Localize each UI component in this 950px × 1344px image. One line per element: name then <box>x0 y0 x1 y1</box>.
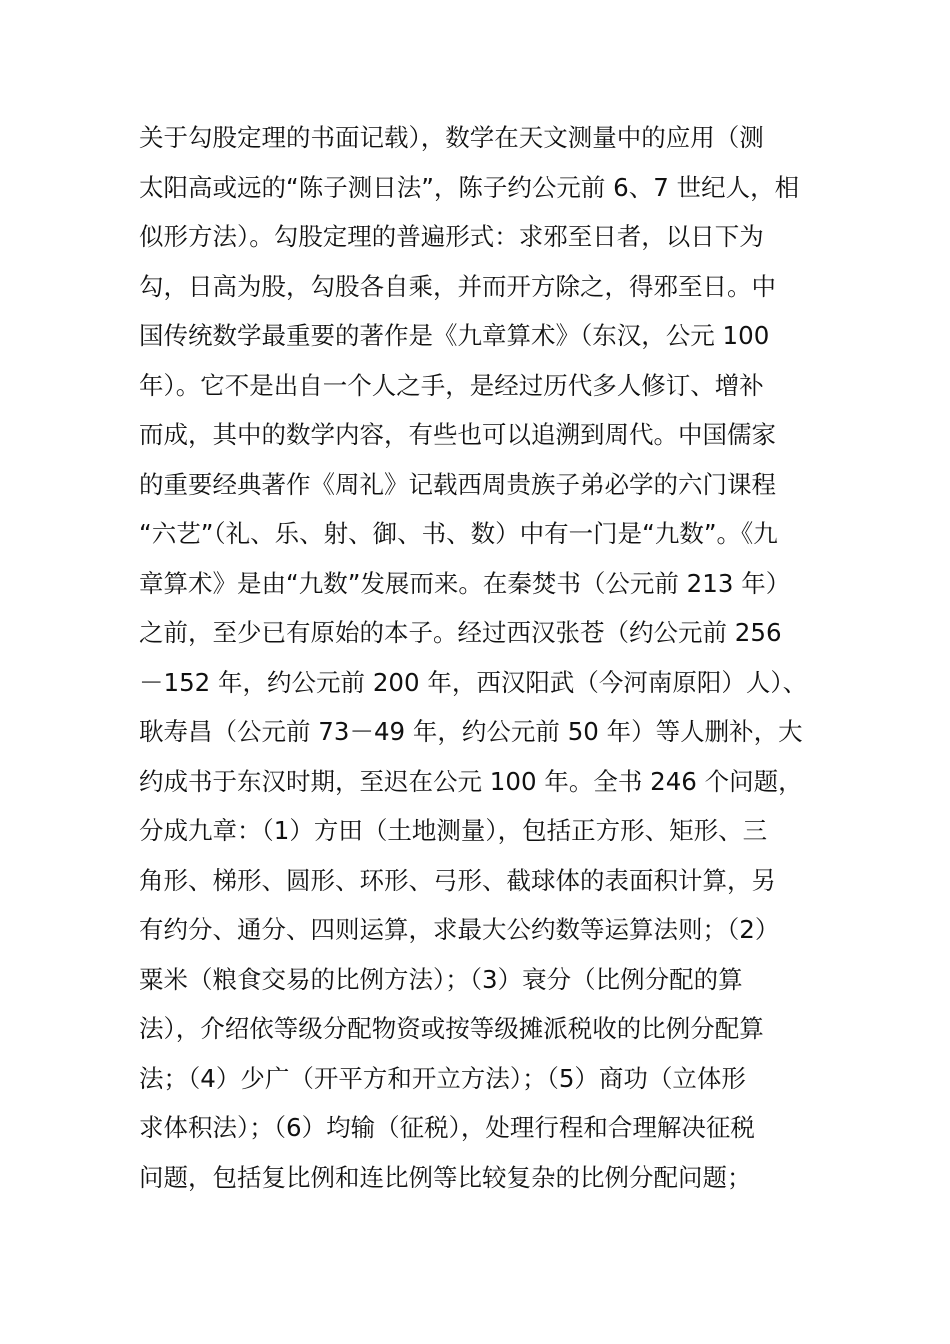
text-line: 求体积法）；（6）均输（征税），处理行程和合理解决征税 <box>139 1113 755 1142</box>
text-line: 分成九章：（1）方田（土地测量），包括正方形、矩形、三 <box>139 816 768 845</box>
text-line: 的重要经典著作《周礼》记载西周贵族子弟必学的六门课程 <box>139 469 776 499</box>
text-line: 似形方法）。勾股定理的普遍形式：求邪至日者，以日下为 <box>139 222 764 251</box>
body-text <box>139 113 839 1202</box>
text-line: “六艺”（礼、乐、射、御、书、数）中有一门是“九数”。《九 <box>139 519 778 548</box>
text-line: 太阳高或远的“陈子测日法”，陈子约公元前 6、7 世纪人，相 <box>139 172 800 202</box>
text-line: －152 年，约公元前 200 年，西汉阳武（今河南原阳）人）、 <box>139 667 808 697</box>
text-line: 年）。它不是出自一个人之手，是经过历代多人修订、增补 <box>139 370 764 400</box>
text-line: 关于勾股定理的书面记载），数学在天文测量中的应用（测 <box>139 123 764 152</box>
text-line: 耿寿昌（公元前 73－49 年，约公元前 50 年）等人删补，大 <box>139 717 803 746</box>
text-line: 而成，其中的数学内容，有些也可以追溯到周代。中国儒家 <box>139 420 776 449</box>
text-line: 粟米（粮食交易的比例方法）；（3）衰分（比例分配的算 <box>139 964 743 994</box>
text-line: 角形、梯形、圆形、环形、弓形、截球体的表面积计算，另 <box>139 865 776 895</box>
text-line: 国传统数学最重要的著作是《九章算术》（东汉，公元 100 <box>139 321 770 350</box>
text-line: 约成书于东汉时期，至迟在公元 100 年。全书 246 个问题， <box>139 766 803 796</box>
text-line: 之前，至少已有原始的本子。经过西汉张苍（约公元前 256 <box>139 618 782 647</box>
text-line: 有约分、通分、四则运算，求最大公约数等运算法则；（2） <box>139 915 780 944</box>
text-line: 章算术》是由“九数”发展而来。在秦焚书（公元前 213 年） <box>139 568 791 598</box>
text-line: 勾，日高为股，勾股各自乘，并而开方除之，得邪至日。中 <box>139 271 776 301</box>
text-line: 法；（4）少广（开平方和开立方法）；（5）商功（立体形 <box>139 1063 746 1093</box>
text-line: 法），介绍依等级分配物资或按等级摊派税收的比例分配算 <box>139 1014 764 1043</box>
text-line: 问题，包括复比例和连比例等比较复杂的比例分配问题； <box>139 1162 752 1192</box>
